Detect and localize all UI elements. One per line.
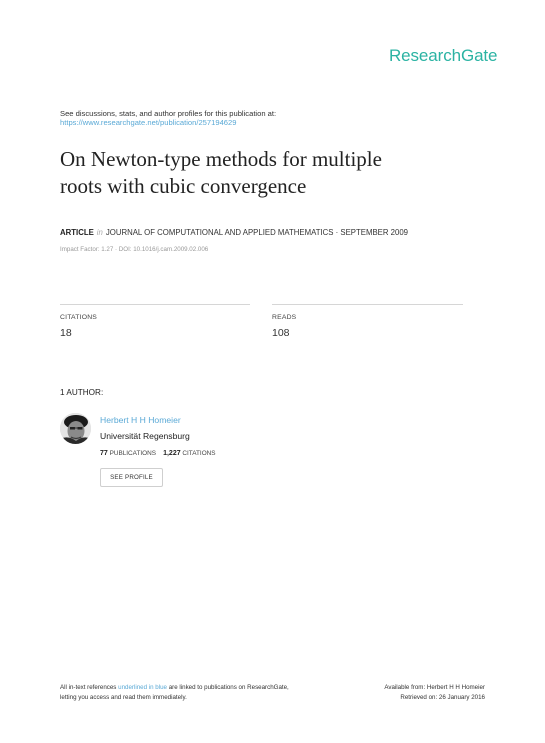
reads-divider xyxy=(272,304,463,305)
footer-left-line-1 xyxy=(60,683,289,693)
in-label: in xyxy=(96,228,103,237)
title-line-2: roots with cubic convergence xyxy=(60,174,307,198)
publication-title xyxy=(60,146,500,200)
available-from: Available from: Herbert H H Homeier xyxy=(384,684,485,691)
reads-label: READS xyxy=(272,314,297,321)
author-citations-label: CITATIONS xyxy=(182,450,216,457)
footer-note-suffix: are linked to publications on ResearchGate, xyxy=(168,684,289,691)
discussion-note: See discussions, stats, and author profiles for this publication at: xyxy=(60,109,277,118)
journal-name: JOURNAL OF COMPUTATIONAL AND APPLIED MATHEMATICS · SEPTEMBER 2009 xyxy=(105,228,408,237)
footer-right xyxy=(384,683,485,703)
footer-note-prefix: All in-text references xyxy=(60,684,117,691)
citations-label: CITATIONS xyxy=(60,314,98,321)
author-institution: Universität Regensburg xyxy=(100,431,190,441)
author-photo-icon xyxy=(60,413,91,444)
author-citations-count: 1,227 xyxy=(163,450,181,457)
retrieved-on: Retrieved on: 26 January 2016 xyxy=(400,694,485,701)
footer-left-line-2: letting you access and read them immediately. xyxy=(60,694,187,701)
researchgate-logo[interactable]: ResearchGate xyxy=(389,46,498,65)
author-publications-count: 77 xyxy=(100,450,108,457)
citations-divider xyxy=(60,304,250,305)
reads-count: 108 xyxy=(272,327,290,339)
impact-factor-doi: Impact Factor: 1.27 · DOI: 10.1016/j.cam.2009.02.006 xyxy=(60,246,209,253)
author-publications-label: PUBLICATIONS xyxy=(109,450,156,457)
article-type: ARTICLE xyxy=(60,228,94,237)
publication-url-link[interactable]: https://www.researchgate.net/publication/257194629 xyxy=(60,118,237,127)
footer-underlined-blue-text: underlined in blue xyxy=(118,684,167,691)
author-stats xyxy=(100,450,216,457)
see-profile-button[interactable]: SEE PROFILE xyxy=(100,468,163,487)
authors-heading: 1 AUTHOR: xyxy=(60,388,104,397)
title-line-1: On Newton-type methods for multiple xyxy=(60,147,382,171)
publication-meta xyxy=(60,228,408,237)
avatar[interactable] xyxy=(60,413,91,444)
author-name-link[interactable]: Herbert H H Homeier xyxy=(100,415,181,425)
footer-left xyxy=(60,683,289,703)
citations-count: 18 xyxy=(60,327,72,339)
